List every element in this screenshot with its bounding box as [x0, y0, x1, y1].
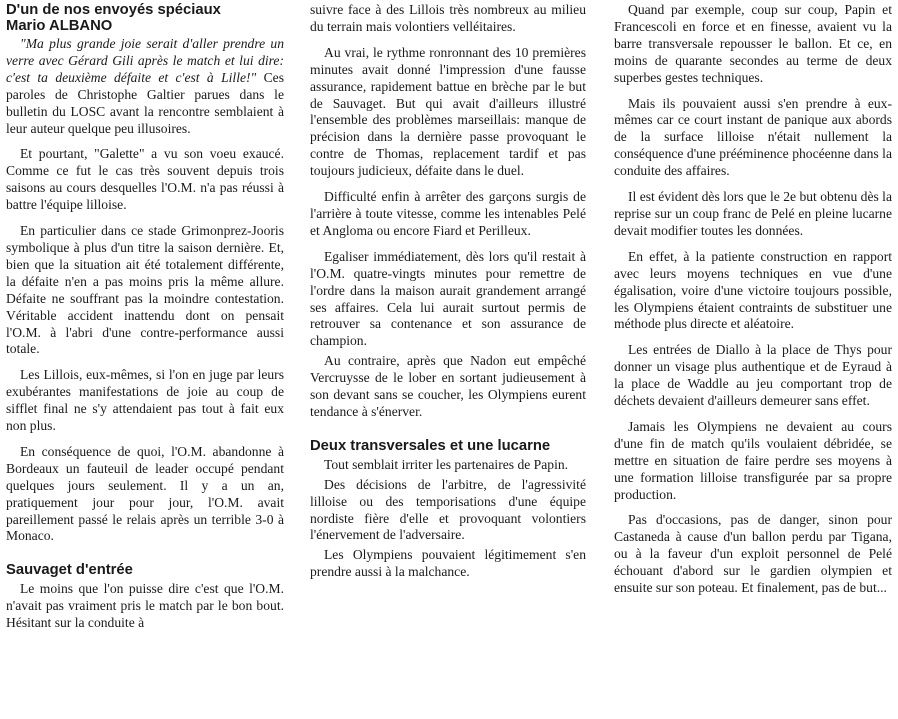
- paragraph: Il est évident dès lors que le 2e but obtenu dès la reprise sur un coup franc de Pelé en pleine lucarne devait modifier toutes les données.: [614, 189, 892, 238]
- paragraph: Le moins que l'on puisse dire c'est que l'O.M. n'avait pas vraiment pris le match par le bon bout. Hésitant sur la conduite à: [6, 581, 284, 631]
- article-column-3: [614, 2, 892, 597]
- paragraph: Les entrées de Diallo à la place de Thys pour donner un visage plus authentique et de Eyraud à la place de Waddle au jeu comportant trop de déchets devaient d'ailleurs demeurer sans effet.: [614, 342, 892, 409]
- article-column-2: [310, 2, 586, 581]
- paragraph: [6, 36, 284, 137]
- paragraph: Quand par exemple, coup sur coup, Papin et Francescoli en force et en finesse, avaient vu la barre transversale repousser le ballon. Et ce, en moins de quarante secondes au terme de deux superbes gestes techniques.: [614, 2, 892, 85]
- paragraph: En particulier dans ce stade Grimonprez-Jooris symbolique à plus d'un titre la saison dernière. Et, bien que la situation ait été totalement différente, la défaite n'en a pas moins pris la même allure. Défaite ne souffrant pas la moindre contestation. Véritable accident inattendu dont on pensait l'O.M. à l'abri d'une contre-performance aussi totale.: [6, 223, 284, 357]
- paragraph: Egaliser immédiatement, dès lors qu'il restait à l'O.M. quatre-vingts minutes pour remettre de l'ordre dans la maison aurait grandement arrangé ses affaires. Cela lui aurait surtout permis de retrouver sa contenance et son assurance de champion.: [310, 248, 586, 349]
- paragraph: Mais ils pouvaient aussi s'en prendre à eux-mêmes car ce court instant de panique aux abords de la surface lilloise n'était nullement la conséquence d'une prééminence phocéenne dans la conduite des affaires.: [614, 95, 892, 179]
- paragraph: Pas d'occasions, pas de danger, sinon pour Castaneda à cause d'un ballon perdu par Tigana, ou à la faveur d'un exploit personnel de Pelé échouant d'abord sur le gardien olympien et ensuite sur son poteau. Et finalement, pas de but...: [614, 512, 892, 596]
- paragraph: Des décisions de l'arbitre, de l'agressivité lilloise ou des temporisations d'une équipe nordiste fière d'elle et provoquant volontiers l'énervement de l'adversaire.: [310, 476, 586, 543]
- paragraph: Les Lillois, eux-mêmes, si l'on en juge par leurs exubérantes manifestations de joie au coup de sifflet final ne s'y attendaient pas tout à fait eux non plus.: [6, 367, 284, 434]
- paragraph-text: Ces paroles de Christophe Galtier parues dans le bulletin du LOSC avant la rencontre semblaient à leur auteur quelque peu illusoires.: [6, 69, 284, 136]
- paragraph: Difficulté enfin à arrêter des garçons surgis de l'arrière à toute vitesse, comme les intenables Pelé et Angloma ou encore Fiard et Perilleux.: [310, 189, 586, 238]
- byline-title: D'un de nos envoyés spéciaux: [6, 2, 221, 18]
- paragraph: Tout semblait irriter les partenaires de Papin.: [324, 456, 569, 472]
- paragraph: Au contraire, après que Nadon eut empêché Vercruysse de le lober en sortant judieusement à son devant sans se coucher, les Olympiens eurent tendance à s'énerver.: [310, 353, 586, 419]
- paragraph: Au vrai, le rythme ronronnant des 10 premières minutes avait donné l'impression d'une fausse assurance, rapidement battue en brèche par le but de Sauvaget. But qui avait d'ailleurs illustré l'ensemble des problèmes marseillais: manque de précision dans la dernière passe provoquant le contre de Thomas, replacement tardif et pas toujours judicieux, défaite dans le duel.: [310, 44, 586, 179]
- article-column-1: [6, 2, 284, 632]
- byline-author: Mario ALBANO: [6, 18, 113, 34]
- paragraph: En effet, à la patiente construction en rapport avec leurs moyens techniques en vue d'une égalisation, voire d'une victoire toujours possible, les Olympiens étaient contraints de substituer une méthode plus directe et aléatoire.: [614, 248, 892, 332]
- paragraph: Et pourtant, "Galette" a vu son voeu exaucé. Comme ce fut le cas très souvent depuis trois saisons au cours desquelles l'O.M. n'a pas réussi à battre l'équipe lilloise.: [6, 146, 284, 213]
- paragraph: Les Olympiens pouvaient légitimement s'en prendre aussi à la malchance.: [310, 547, 586, 580]
- quote: "Ma plus grande joie serait d'aller prendre un verre avec Gérard Gili après le match et lui dire: c'est ta deuxième défaite et c'est à Lille!": [6, 36, 284, 85]
- paragraph: suivre face à des Lillois très nombreux au milieu du terrain mais volontiers velléitaires.: [310, 2, 586, 34]
- subheading: Deux transversales et une lucarne: [310, 437, 551, 454]
- subheading: Sauvaget d'entrée: [6, 562, 133, 579]
- paragraph: En conséquence de quoi, l'O.M. abandonne à Bordeaux un fauteuil de leader occupé pendant quelques jours seulement. Il y a un an, pratiquement jour pour jour, l'O.M. avait pareillement passé le relais après un terrible 3-0 à Monaco.: [6, 443, 284, 544]
- paragraph: Jamais les Olympiens ne devaient au cours d'une fin de match qu'ils voulaient débridée, se mettre en situation de faire perdre ses moyens à une formation lilloise transfigurée par sa propre production.: [614, 418, 892, 502]
